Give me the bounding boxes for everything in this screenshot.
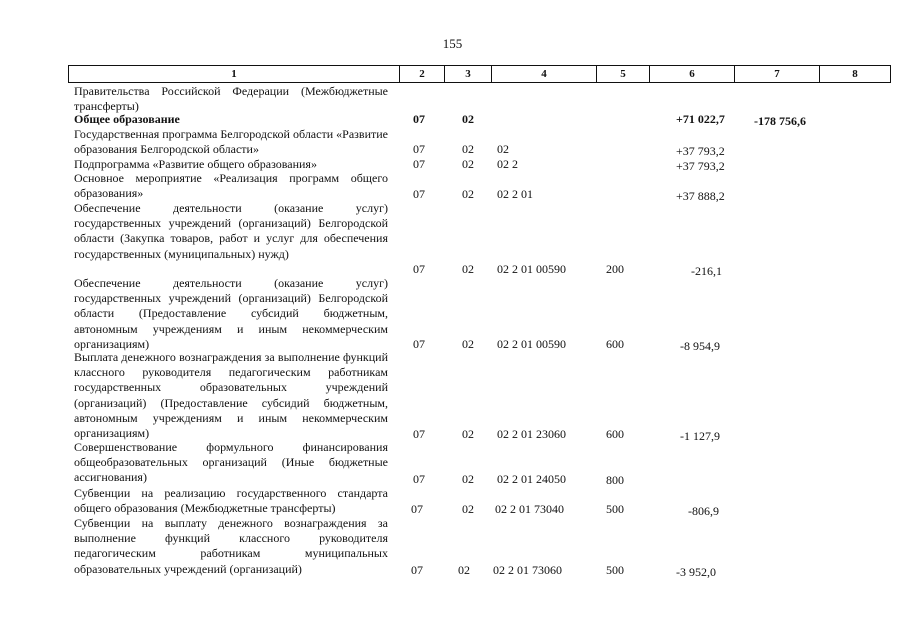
cell-subsection: 02 bbox=[462, 427, 474, 441]
cell-subsection: 02 bbox=[462, 187, 474, 201]
row-description: Субвенции на реализацию государственного стандарта общего образования (Межбюджетные трансферты) bbox=[74, 486, 388, 516]
cell-amount-6: +71 022,7 bbox=[676, 112, 725, 126]
row-description: Подпрограмма «Развитие общего образования» bbox=[74, 157, 317, 171]
row-description: Выплата денежного вознаграждения за выполнение функций классного руководителя педагогическим работникам государственных образовательных учреждений (организаций) (Предоставление субсидий бюджетным, автономным учреждениям и иным некоммерческим организациям) bbox=[74, 350, 388, 441]
cell-amount-6: +37 793,2 bbox=[676, 144, 725, 158]
cell-amount-6: -806,9 bbox=[688, 504, 719, 518]
cell-target: 02 2 01 00590 bbox=[497, 262, 566, 276]
cell-type: 500 bbox=[606, 502, 624, 516]
cell-amount-6: -1 127,9 bbox=[680, 429, 720, 443]
row-description: Обеспечение деятельности (оказание услуг) государственных учреждений (организаций) Белгородской области (Предоставление субсидий бюджетным, автономным учреждениям и иным некоммерческим организациям) bbox=[74, 276, 388, 351]
cell-type: 600 bbox=[606, 337, 624, 351]
cell-target: 02 2 bbox=[497, 157, 518, 171]
cell-section: 07 bbox=[413, 112, 425, 126]
row-description: Обеспечение деятельности (оказание услуг) государственных учреждений (организаций) Белгородской области (Закупка товаров, работ и услуг для обеспечения государственных (муниципальных) нужд) bbox=[74, 201, 388, 261]
header-col-8: 8 bbox=[820, 66, 891, 83]
cell-section: 07 bbox=[411, 563, 423, 577]
cell-amount-6: +37 888,2 bbox=[676, 189, 725, 203]
cell-amount-6: -216,1 bbox=[691, 264, 722, 278]
row-description: Государственная программа Белгородской области «Развитие образования Белгородской области» bbox=[74, 127, 388, 157]
cell-type: 800 bbox=[606, 473, 624, 487]
row-description: Субвенции на выплату денежного вознаграждения за выполнение функций классного руководителя педагогическим работникам муниципальных образовательных учреждений (организаций) bbox=[74, 516, 388, 576]
cell-amount-7: -178 756,6 bbox=[754, 114, 806, 128]
cell-subsection: 02 bbox=[462, 112, 474, 126]
cell-target: 02 2 01 73040 bbox=[495, 502, 564, 516]
header-col-6: 6 bbox=[650, 66, 735, 83]
page-number: 155 bbox=[442, 36, 463, 51]
cell-section: 07 bbox=[413, 337, 425, 351]
cell-subsection: 02 bbox=[462, 157, 474, 171]
header-col-1: 1 bbox=[69, 66, 400, 83]
cell-target: 02 2 01 73060 bbox=[493, 563, 562, 577]
cell-subsection: 02 bbox=[462, 262, 474, 276]
cell-amount-6: -3 952,0 bbox=[676, 565, 716, 579]
cell-subsection: 02 bbox=[462, 337, 474, 351]
header-col-4: 4 bbox=[492, 66, 597, 83]
cell-section: 07 bbox=[413, 157, 425, 171]
cell-type: 200 bbox=[606, 262, 624, 276]
row-description: Правительства Российской Федерации (Межбюджетные трансферты) bbox=[74, 84, 388, 114]
cell-subsection: 02 bbox=[462, 142, 474, 156]
cell-subsection: 02 bbox=[462, 502, 474, 516]
row-description: Основное мероприятие «Реализация программ общего образования» bbox=[74, 171, 388, 201]
cell-target: 02 2 01 00590 bbox=[497, 337, 566, 351]
cell-section: 07 bbox=[413, 142, 425, 156]
cell-subsection: 02 bbox=[462, 472, 474, 486]
cell-target: 02 bbox=[497, 142, 509, 156]
cell-section: 07 bbox=[413, 262, 425, 276]
header-col-2: 2 bbox=[400, 66, 445, 83]
row-description: Совершенствование формульного финансирования общеобразовательных организаций (Иные бюджетные ассигнования) bbox=[74, 440, 388, 485]
cell-type: 500 bbox=[606, 563, 624, 577]
cell-subsection: 02 bbox=[458, 563, 470, 577]
table-header bbox=[68, 65, 891, 83]
cell-amount-6: +37 793,2 bbox=[676, 159, 725, 173]
cell-section: 07 bbox=[413, 187, 425, 201]
cell-amount-6: -8 954,9 bbox=[680, 339, 720, 353]
header-col-5: 5 bbox=[597, 66, 650, 83]
header-col-3: 3 bbox=[445, 66, 492, 83]
cell-type: 600 bbox=[606, 427, 624, 441]
row-description: Общее образование bbox=[74, 112, 180, 126]
cell-target: 02 2 01 bbox=[497, 187, 533, 201]
cell-section: 07 bbox=[411, 502, 423, 516]
cell-section: 07 bbox=[413, 427, 425, 441]
cell-section: 07 bbox=[413, 472, 425, 486]
cell-target: 02 2 01 24050 bbox=[497, 472, 566, 486]
cell-target: 02 2 01 23060 bbox=[497, 427, 566, 441]
header-col-7: 7 bbox=[735, 66, 820, 83]
